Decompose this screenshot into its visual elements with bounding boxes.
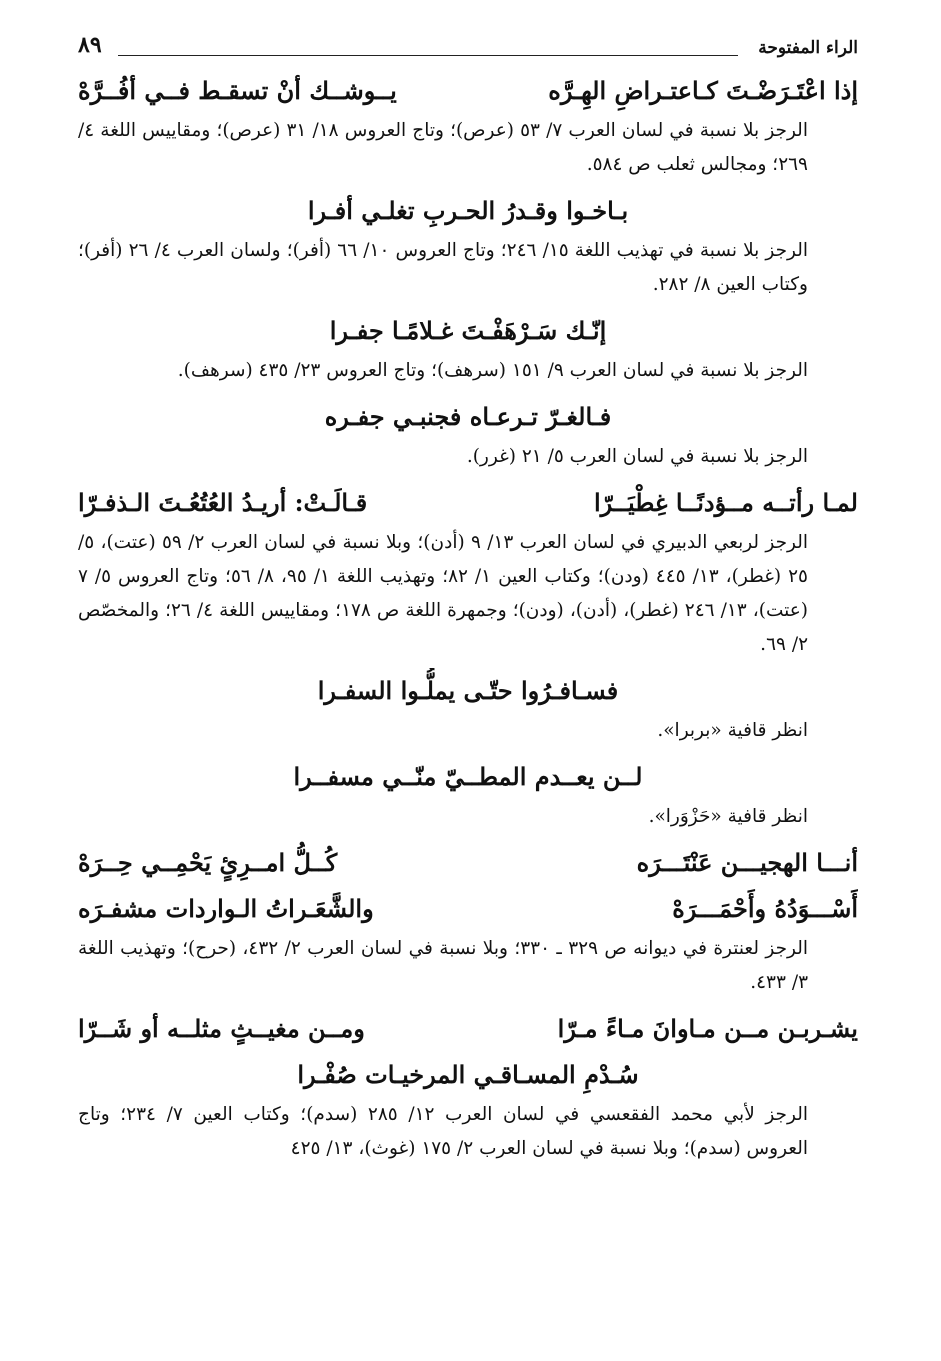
verse-hemistich-right: أنـــا الهجيـــن عَنْتَـــرَه [636, 848, 858, 877]
document-page [78, 28, 858, 1172]
verse-hemistich-right: يشـربـن مــن مـاوانَ مـاءً مـرّا [557, 1014, 858, 1043]
verse-line [78, 840, 858, 886]
verse-hemistich-left: قـالَـتْ: أريـدُ العُتُعُـتَ الـذفـرّا [78, 488, 368, 517]
source-note: الرجز بلا نسبة في لسان العرب ٧/ ٥٣ (عرص)؛ وتاج العروس ١٨/ ٣١ (عرص)؛ ومقاييس اللغة ٤/ ٢٦٩؛ ومجالس ثعلب ص ٥٨٤. [78, 120, 808, 175]
verse-line [78, 68, 858, 114]
verse-hemistich-right: لمـا رأتــه مــؤدنًــا غِطْيَــرّا [594, 488, 858, 517]
verse-line: فـالغـرّ تـرعـاه فجنبـي جفـره [324, 402, 612, 431]
source-note: الرجز بلا نسبة في لسان العرب ٥/ ٢١ (غرر). [466, 446, 808, 467]
header-rule [118, 55, 738, 56]
source-note: الرجز بلا نسبة في لسان العرب ٩/ ١٥١ (سرهف)؛ وتاج العروس ٢٣/ ٤٣٥ (سرهف). [177, 360, 808, 381]
verse-line [78, 886, 858, 932]
source-note: الرجز بلا نسبة في تهذيب اللغة ١٥/ ٢٤٦؛ وتاج العروس ١٠/ ٦٦ (أفر)؛ ولسان العرب ٤/ ٢٦ (أفر)؛ وكتاب العين ٨/ ٢٨٢. [78, 240, 808, 295]
verse-hemistich-right: إذا اعْتَـرَضْـتَ كـاعتـراضِ الهِـرَّه [548, 76, 858, 105]
source-note: الرجز لربعي الدبيري في لسان العرب ١٣/ ٩ (أدن)؛ وبلا نسبة في لسان العرب ٢/ ٥٩ (عتت)، ٥/ ٢٥ (غطر)، ١٣/ ٤٤٥ (ودن)؛ وكتاب العين ١/ ٨٢؛ وتهذيب اللغة ١/ ٩٥، ٨/ ٥٦؛ وتاج العروس ٥/ ٧ (عتت)، ١٣/ ٢٤٦ (غطر)، (أدن)، (ودن)؛ وجمهرة اللغة ص ١٧٨؛ ومقاييس اللغة ٤/ ٢٦؛ والمخصّص ٢/ ٦٩. [78, 532, 808, 655]
verse-line [78, 1006, 858, 1052]
verse-hemistich-right: أَسْـــوَدُهُ وأَحْمَـــرَهْ [672, 894, 858, 923]
verse-line: لــن يعــدم المطــيّ منّــي مسفــرا [293, 762, 643, 791]
source-note: انظر قافية «بربرا». [657, 720, 808, 741]
verse-line: إنّـك سَـرْهَفْـتَ غـلامًـا جفـرا [329, 316, 607, 345]
verse-line: سُـدْمِ المسـاقـي المرخيـات صُفْـرا [297, 1060, 639, 1089]
verse-hemistich-left: ومــن مغيــثٍ مثلــه أو شَــرّا [78, 1014, 365, 1043]
page-number: ٨٩ [78, 32, 102, 58]
verse-hemistich-left: يــوشــك أنْ تسقـط فــي أفُــرَّهْ [78, 76, 397, 105]
source-note: الرجز لأبي محمد الفقعسي في لسان العرب ١٢/ ٢٨٥ (سدم)؛ وكتاب العين ٧/ ٢٣٤؛ وتاج العروس (سدم)؛ وبلا نسبة في لسان العرب ٢/ ١٧٥ (غوث)، ١٣/ ٤٢٥ [78, 1104, 808, 1159]
chapter-title: الراء المفتوحة [758, 38, 858, 58]
verse-line: فسـافـرُوا حتّـى يملُّـوا السفـرا [317, 676, 619, 705]
source-note: الرجز لعنترة في ديوانه ص ٣٢٩ ـ ٣٣٠؛ وبلا نسبة في لسان العرب ٢/ ٤٣٢، (حرح)؛ وتهذيب اللغة ٣/ ٤٣٣. [78, 938, 808, 993]
page-header [78, 28, 858, 68]
source-note: انظر قافية «حَزْوَرا». [648, 806, 808, 827]
verse-line: بـاخـوا وقـدرُ الحـربِ تغلـي أفـرا [307, 196, 629, 225]
verse-hemistich-left: والشَّعَـراتُ الـواردات مشفـرَه [78, 894, 374, 923]
verse-line [78, 480, 858, 526]
verse-hemistich-left: كُــلُّ امــرِئٍ يَحْمِــي حِــرَهْ [78, 848, 338, 877]
